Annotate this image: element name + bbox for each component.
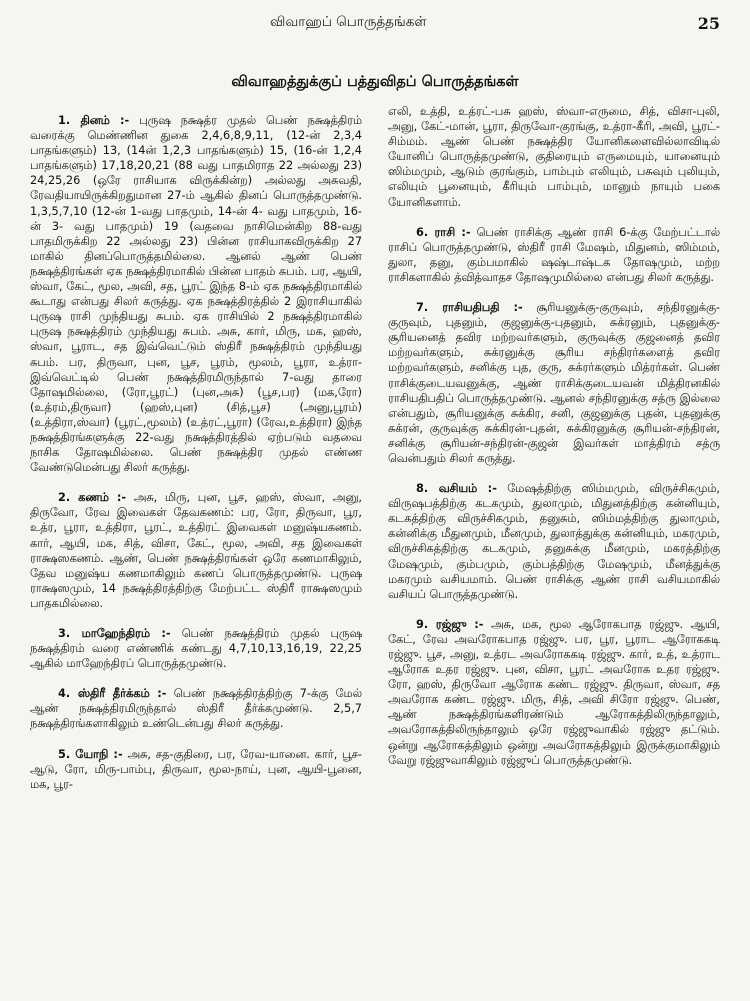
section-heading: 8. வசியம் :- <box>416 482 497 496</box>
section-paragraph <box>30 626 362 671</box>
section-paragraph <box>388 481 720 602</box>
section-text: புருஷ நக்ஷத்ர முதல் பெண் நக்ஷத்திரம் வரைக்கு மெண்ணின துகை 2,4,6,8,9,11, (12-ன் 2,3,4 பாதங்களும்) 13, (14ன் 1,2,3 பாதங்களும்) 15, (16-ன் 1,2,4 பாதங்களும்) 17,18,20,21 (88 வது பாதமிராத 22 அல்லது 23) 24,25,26 (ஒரே ராசியாக விருக்கின்ற) அல்லது அசுவதி, ரேவதியாயிருக்கிறதுமான 27-ம் ஆகில் தினப் பொருத்தமுண்டு. 1,3,5,7,10 (12-ன் 1-வது பாதமும், 14-ன் 4- வது பாதமும், 16-ன் 3- வது பாதமும்) 19 (வதவை நாசிமென்கிற 88-வது பாதமிருக்கிற 22 அல்லது 23) பின்ன ராசியாகவிருக்கிற 27 மாகில் தினப்பொருத்தமில்லை. ஆனல் ஆண் பெண் நக்ஷத்திரங்கள் ஏக நக்ஷத்திரமாகில் பின்ன பாதம் சுபம். பர, ஆயி, ஸ்வா, கேட், மூல, அவி, சத, பூரட் இந்த 8-ம் ஏக நக்ஷத்திரமாகில் கூடாது என்பது சிலர் கருத்து. ஏக நக்ஷத்திரத்தில் 2 இராசியாகில் புருஷ ராசி முந்தியது சுபம். ஏக ராசியில் 2 நக்ஷத்திரமாகில் புருஷ நக்ஷத்திரம் முந்தியது சுபம். அசு, கார், மிரு, மக, ஹஸ், ஸ்வா, பூராட, சத இவ்வெட்டும் ஸ்திரீ நக்ஷத்திரம் முந்தியது சுபம். பர, திருவா, புன, பூச, பூரம், மூலம், பூரா, உத்ரா-இவ்வெட்டில் பெண் நக்ஷத்திரமிருந்தால் 7-வது தாரை தோஷமில்லை, (ரோ,பூரட்) (புன,அசு) (பூச,பர) (மக,ரோ) (உத்ரம்,திருவா) (ஹஸ்,புன) (சித்,பூச) (அனு,பூரம்) (உத்திரா,ஸ்வா) (பூரட்,மூலம்) (உத்ரட்,பூரா) (ரேவ,உத்திரா) இந்த நக்ஷத்திரங்களுக்கு 22-வது நக்ஷத்திரத்தில் ஏற்படும் வதவை நாசிக தோஷமில்லை. பெண் நக்ஷத்திர முதல் எண்ண வேண்டுமென்பது சிலர் கருத்து. <box>30 114 362 475</box>
section-paragraph <box>30 113 362 475</box>
section-text: அசு, மக, மூல ஆரோகபாத ரஜ்ஜு. ஆயி, கேட், ரேவ அவரோகபாத ரஜ்ஜு. பர, பூர, பூராட ஆரோககடி ரஜ்ஜு. பூச, அனு, உத்ரட அவரோககடி ரஜ்ஜு. கார், உத், உத்ராட ஆரோக உதர ரஜ்ஜு. புன, விசா, பூரட் அவரோக உதர ரஜ்ஜு. ரோ, ஹஸ், திருவோ ஆரோக கண்ட ரஜ்ஜு. திருவா, ஸ்வா, சத அவரோக கண்ட ரஜ்ஜு. மிரு, சித், அவி சிரோ ரஜ்ஜு. பெண், ஆண் நக்ஷத்திரங்களிரண்டும் ஆரோகத்திலிருந்தாலும், அவரோகத்திலிருந்தாலும் ஒரே ரஜ்ஜுவாகில் ரஜ்ஜு தட்டும். ஒன்று ஆரோகத்திலும் ஒன்று அவரோகத்திலும் இருக்குமாகிலும் வேறு ரஜ்ஜுவாகிலும் ரஜ்ஜுப் பொருத்தமுண்டு. <box>388 617 720 767</box>
right-column <box>388 104 720 783</box>
section-text: எலி, உத்தி, உத்ரட்-பசு ஹஸ், ஸ்வா-எருமை, சித், விசா-புலி, அனு, கேட்-மான், பூரா, திருவோ-குரங்கு, உத்ரா-கீரி, அவி, பூரட்-சிம்மம். ஆண் பெண் நக்ஷத்திர யோனிகளைவில்லாவிடில் யோனிப் பொருத்தமுண்டு, குதிரையும் எருமையும், யானையும் ஸிம்மமும், ஆடும் குரங்கும், பாம்பும் எலியும், பசுவும் புலியும், எலியும் பூனையும், கீரியும் பாம்பும், மானும் நாயும் பகை யோனிகளாம். <box>388 105 720 209</box>
page-number: 25 <box>697 14 720 33</box>
section-paragraph <box>388 617 720 768</box>
section-text: பெண் ராசிக்கு ஆண் ராசி 6-க்கு மேற்பட்டால் ராசிப் பொருத்தமுண்டு, ஸ்திரீ ராசி மேஷம், மிதுனம், ஸிம்மம், துலா, தனு, கும்பமாகில் ஷஷ்டாஷ்டக தோஷமும், மற்ற ராசிகளாகில் த்வித்வாதச தோஷமுமில்லை என்பது சிலர் கருத்து. <box>388 225 721 284</box>
section-text: சூரியனுக்கு-குருவும், சந்திரனுக்கு-குருவும், புதனும், குஜனுக்கு-புதனும், சுக்ரனும், புதனுக்கு-சூரியனைத் தவிர மற்றவர்களும், குருவுக்கு குஜனைத் தவிர மற்றவர்களும், சுக்ரனுக்கு சூரிய சந்திரர்களைத் தவிர மற்றவர்களும், சனிக்கு புத, குரு, சுக்ரர்களும் மித்ரர்கள். பெண் ராசிக்குடையவனுக்கு, ஆண் ராசிக்குடையவன் மித்திரனகில் ராசியதிபதிப் பொருத்தமுண்டு. ஆனல் சந்திரனுக்கு சத்ரு இல்லை என்பதும், சூரியனுக்கு சுக்கிர, சனி, குஜனுக்கு புதன், புதனுக்கு சுக்ரன், குருவுக்கு சுக்கிரன்-புதன், சுக்கிரனுக்கு சூரியன்-சந்திரன், சனிக்கு சூரியன்-சந்திரன்-குஜன் இவர்கள் மாத்திரம் சத்ரு வென்பதும் சிலர் கருத்து. <box>388 301 721 465</box>
section-paragraph <box>388 104 720 210</box>
page-header <box>0 14 750 36</box>
section-heading: 6. ராசி :- <box>416 225 471 239</box>
section-heading: 2. கணம் :- <box>58 491 127 505</box>
left-column <box>30 113 362 807</box>
section-heading: 1. தினம் :- <box>58 114 130 127</box>
section-paragraph <box>30 686 362 731</box>
section-paragraph <box>388 225 720 285</box>
section-heading: 9. ரஜ்ஜு :- <box>416 617 484 631</box>
section-text: அசு, சத-குதிரை, பர, ரேவ-யானை. கார், பூச-ஆடு, ரோ, மிரு-பாம்பு, திருவா, மூல-நாய், புன, ஆயி-பூனை, மக, பூர- <box>30 747 362 791</box>
page-title: விவாஹத்துக்குப் பத்துவிதப் பொருத்தங்கள் <box>231 74 519 90</box>
section-heading: 7. ராசியதிபதி :- <box>416 301 523 315</box>
section-heading: 5. யோநி :- <box>58 747 123 761</box>
section-text: பெண் நக்ஷத்திரம் முதல் புருஷ நக்ஷத்திரம் வரை எண்ணிக் கண்டது 4,7,10,13,16,19, 22,25 ஆகில் மாஹேந்திரப் பொருத்தமுண்டு. <box>30 627 363 671</box>
section-text: பெண் நக்ஷத்திரத்திற்கு 7-க்கு மேல் ஆண் நக்ஷத்திரமிருந்தால் ஸ்திரீ தீர்க்கமுண்டு. 2,5,7 நக்ஷத்திரங்களாகிலும் உண்டென்பது சிலர் கருத்து. <box>30 687 362 731</box>
section-paragraph <box>388 300 720 466</box>
section-heading: 3. மாஹேந்திரம் :- <box>58 627 171 640</box>
running-title: விவாஹப் பொருத்தங்கள் <box>270 14 427 30</box>
section-paragraph <box>30 747 362 792</box>
section-text: அசு, மிரு, புன, பூச, ஹஸ், ஸ்வா, அனு, திருவோ, ரேவ இவைகள் தேவகணம்: பர, ரோ, திருவா, பூர, உத்ர, பூரா, உத்திரா, பூரட், உத்திரட் இவைகள் மனுஷ்யகணம். கார், ஆயி, மக, சித், விசா, கேட், மூல, அவி, சத இவைகள் ராக்ஷஸகணம். ஆண், பெண் நக்ஷத்திரங்கள் ஒரே கணமாகிலும், தேவ மனுஷ்ய கணமாகிலும் கணப் பொருத்தமுண்டு. புருஷ ராக்ஷஸமும், 14 நக்ஷத்திரத்திற்கு மேற்பட்ட ஸ்திரீ ராக்ஷஸமும் பாதகமில்லை. <box>30 491 363 610</box>
section-paragraph <box>30 490 362 611</box>
section-text: மேஷத்திற்கு ஸிம்மமும், விருச்சிகமும், விருஷபத்திற்கு கடகமும், துலாமும், மிதுனத்திற்கு கன்னியும், கடகத்திற்கு விருச்சிகமும், தனுசும், ஸிம்மத்திற்கு துலாமும், கன்னிக்கு மீதுனமும், மீனமும், துலாத்துக்கு கன்னியும், மகரமும், விருச்சிகத்திற்கு கடகமும், தனுசுக்கு மீனமும், மகரத்திற்கு மேஷமும், கும்பமும், கும்பத்திற்கு மேஷமும், மீனத்துக்கு மகரமும் வசியமாம். பெண் ராசிக்கு ஆண் ராசி வசியமாகில் வசியப் பொருத்தமுண்டு. <box>388 482 721 601</box>
section-heading: 4. ஸ்திரீ தீர்க்கம் :- <box>58 687 167 701</box>
